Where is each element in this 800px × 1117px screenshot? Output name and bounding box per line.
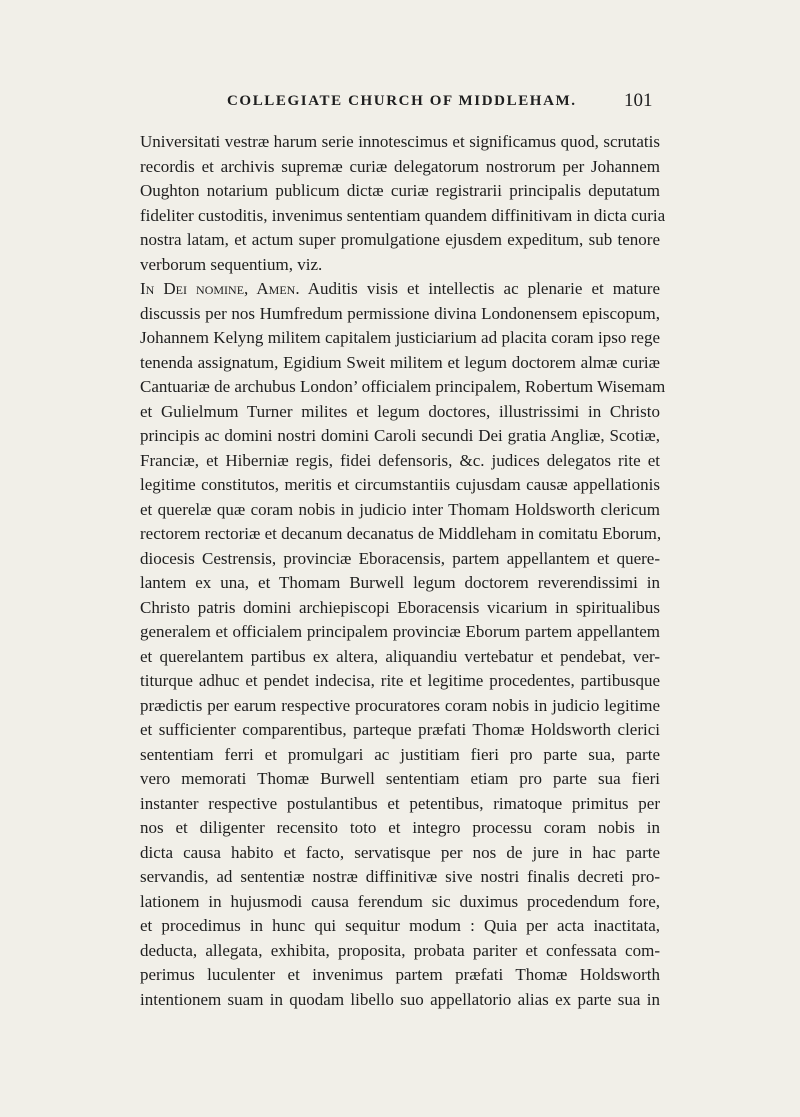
text-line: dicta causa habito et facto, servatisque per nos de jure in hac parte bbox=[140, 842, 660, 862]
opening-invocation: In Dei nomine, Amen. bbox=[140, 279, 300, 298]
text-line: prædictis per earum respective procuratores coram nobis in judicio legitime bbox=[140, 695, 660, 715]
text-line: et sufficienter comparentibus, parteque præfati Thomæ Holdsworth clerici bbox=[140, 720, 660, 739]
page-number: 101 bbox=[624, 90, 653, 111]
text-line: diocesis Cestrensis, provinciæ Eboracensis, partem appellantem et quere- bbox=[140, 548, 660, 568]
text-line: fideliter custoditis, invenimus sententiam quandem diffinitivam in dicta curia bbox=[140, 205, 666, 225]
text-line: legitime constitutos, meritis et circumstantiis cujusdam causæ appellationis bbox=[140, 475, 660, 494]
text-line: et querelantem partibus ex altera, aliquandiu vertebatur et pendebat, ver- bbox=[140, 646, 660, 666]
text-line: Franciæ, et Hiberniæ regis, fidei defensoris, &c. judices delegatos rite et bbox=[140, 450, 660, 470]
text-line: vero memorati Thomæ Burwell sententiam etiam pro parte sua fieri bbox=[140, 769, 660, 788]
text-line: sententiam ferri et promulgari ac justitiam fieri pro parte sua, parte bbox=[140, 744, 660, 764]
text-line: nos et diligenter recensito toto et integro processu coram nobis in bbox=[140, 818, 660, 837]
text-line: et procedimus in hunc qui sequitur modum : Quia per acta inactitata, bbox=[140, 916, 660, 935]
text-line: intentionem suam in quodam libello suo appellatorio alias ex parte sua in bbox=[140, 989, 660, 1009]
text-line: generalem et officialem principalem provinciæ Eborum partem appellantem bbox=[140, 622, 660, 641]
text-line: Oughton notarium publicum dictæ curiæ registrarii principalis deputatum bbox=[140, 181, 660, 200]
text-line: nostra latam, et actum super promulgatione ejusdem expeditum, sub tenore bbox=[140, 230, 660, 249]
text-line: servandis, ad sententiæ nostræ diffinitivæ sive nostri finalis decreti pro- bbox=[140, 867, 660, 886]
text-line: rectorem rectoriæ et decanum decanatus de Middleham in comitatu Eborum, bbox=[140, 524, 662, 543]
text-line: Christo patris domini archiepiscopi Eboracensis vicarium in spiritualibus bbox=[140, 597, 660, 617]
paragraph-opening-line bbox=[140, 277, 660, 302]
text-line: et querelæ quæ coram nobis in judicio inter Thomam Holdsworth clericum bbox=[140, 499, 660, 519]
text-line: lationem in hujusmodi causa ferendum sic duximus procedendum fore, bbox=[140, 891, 660, 911]
text-line: discussis per nos Humfredum permissione divina Londonensem episcopum, bbox=[140, 303, 660, 323]
text-line: et Gulielmum Turner milites et legum doctores, illustrissimi in Christo bbox=[140, 401, 660, 421]
text-line: tenenda assignatum, Egidium Sweit militem et legum doctorem almæ curiæ bbox=[140, 352, 660, 372]
text-line: principis ac domini nostri domini Caroli secundi Dei gratia Angliæ, Scotiæ, bbox=[140, 426, 660, 445]
text-line: deducta, allegata, exhibita, proposita, probata pariter et confessata com- bbox=[140, 940, 660, 960]
text-line: verborum sequentium, viz. bbox=[140, 254, 323, 274]
text-line: Universitati vestræ harum serie innotescimus et significamus quod, scrutatis bbox=[140, 132, 660, 151]
text-line: titurque adhuc et pendet indecisa, rite et legitime procedentes, partibusque bbox=[140, 671, 660, 690]
running-title: COLLEGIATE CHURCH OF MIDDLEHAM. bbox=[227, 93, 577, 109]
text-line: instanter respective postulantibus et petentibus, rimatoque primitus per bbox=[140, 793, 660, 813]
body-text bbox=[140, 130, 666, 1012]
text-line: lantem ex una, et Thomam Burwell legum doctorem reverendissimi in bbox=[140, 573, 660, 592]
opening-line-rest: Auditis visis et intellectis ac plenarie et mature bbox=[299, 279, 660, 298]
text-line: Johannem Kelyng militem capitalem justiciarium ad placita coram ipso rege bbox=[140, 328, 660, 347]
text-line: recordis et archivis supremæ curiæ delegatorum nostrorum per Johannem bbox=[140, 156, 660, 176]
text-line: perimus luculenter et invenimus partem præfati Thomæ Holdsworth bbox=[140, 965, 660, 984]
text-line: Cantuariæ de archubus London’ officialem principalem, Robertum Wisemam bbox=[140, 377, 666, 396]
